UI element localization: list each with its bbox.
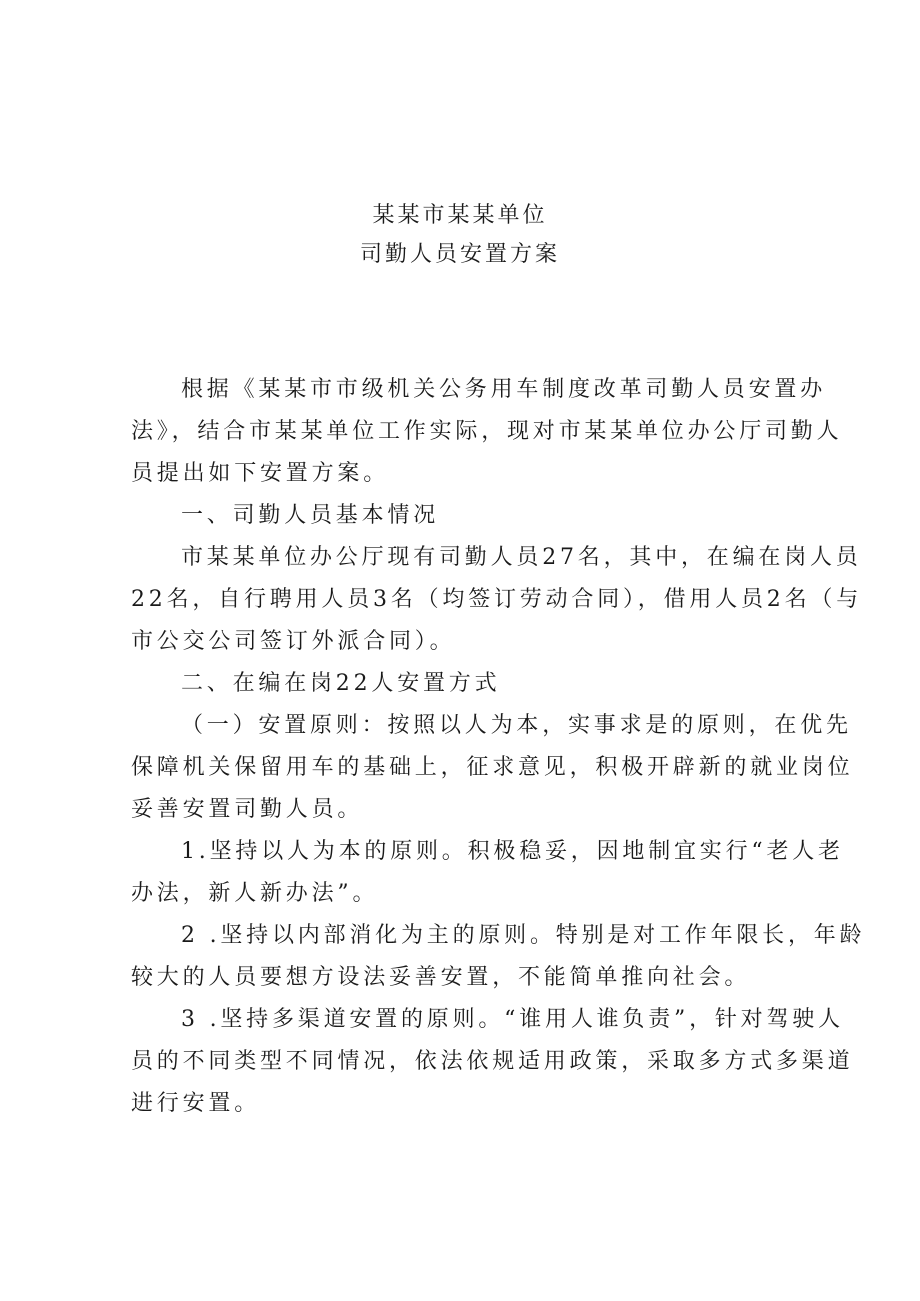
document-title-line-2: 司勤人员安置方案 — [359, 242, 560, 267]
paragraph-line: 2 .坚持以内部消化为主的原则。特别是对工作年限长，年龄 — [181, 923, 866, 948]
paragraph-line: 较大的人员要想方设法妥善安置，不能简单推向社会。 — [131, 965, 751, 990]
paragraph-line: 法》，结合市某某单位工作实际，现对市某某单位办公厅司勤人 — [131, 419, 843, 444]
section-heading: 二、在编在岗22人安置方式 — [181, 671, 501, 696]
paragraph-line: 22名，自行聘用人员3名（均签订劳动合同），借用人员2名（与 — [131, 587, 862, 612]
paragraph-line: 办法，新人新办法”。 — [131, 881, 379, 906]
section-heading: 一、司勤人员基本情况 — [181, 503, 440, 528]
paragraph-line: 1.坚持以人为本的原则。积极稳妥，因地制宜实行“老人老 — [181, 839, 844, 864]
paragraph-line: 根据《某某市市级机关公务用车制度改革司勤人员安置办 — [181, 377, 827, 402]
paragraph-line: 市某某单位办公厅现有司勤人员27名，其中，在编在岗人员 — [181, 545, 862, 570]
paragraph-line: 员提出如下安置方案。 — [131, 461, 390, 486]
document-title-line-1: 某某市某某单位 — [372, 203, 548, 228]
paragraph-line: 市公交公司签订外派合同）。 — [131, 629, 456, 654]
paragraph-line: （一）安置原则：按照以人为本，实事求是的原则，在优先 — [181, 713, 852, 738]
paragraph-line: 进行安置。 — [131, 1091, 261, 1116]
paragraph-line: 保障机关保留用车的基础上，征求意见，积极开辟新的就业岗位 — [131, 755, 854, 780]
paragraph-line: 3 .坚持多渠道安置的原则。“谁用人谁负责”，针对驾驶人 — [181, 1007, 844, 1032]
paragraph-line: 员的不同类型不同情况，依法依规适用政策，采取多方式多渠道 — [131, 1049, 854, 1074]
paragraph-line: 妥善安置司勤人员。 — [131, 797, 364, 822]
document-body — [131, 369, 866, 1125]
